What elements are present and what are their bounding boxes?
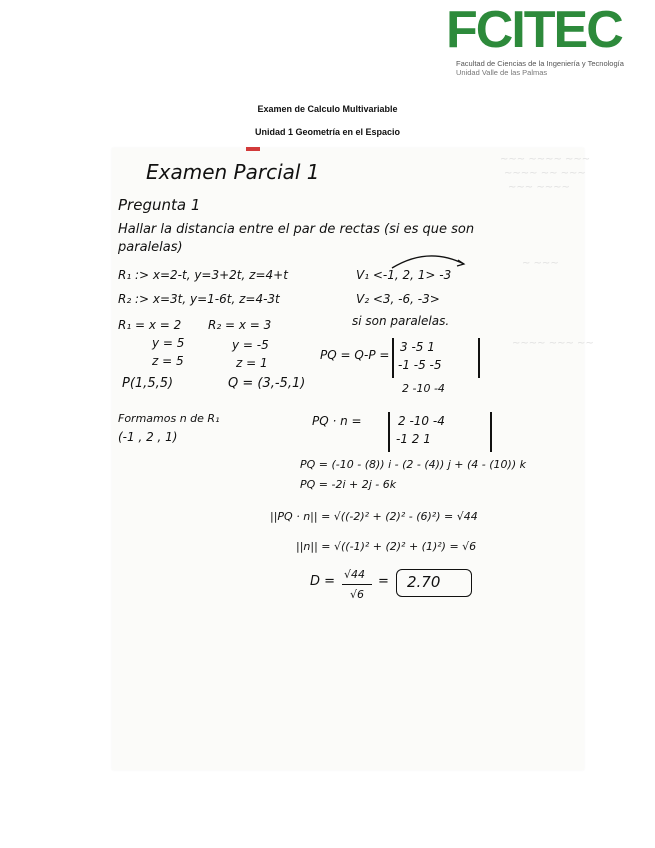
document-title: Examen de Calculo Multivariable bbox=[257, 104, 398, 114]
document-subtitle: Unidad 1 Geometría en el Espacio bbox=[254, 127, 401, 137]
cross-matrix-row-1: 2 -10 -4 bbox=[398, 414, 445, 428]
parallel-note: si son paralelas. bbox=[352, 314, 450, 328]
distance-label: D = bbox=[310, 574, 336, 589]
r2-point-z: z = 1 bbox=[236, 356, 268, 370]
line-r1-equation: R₁ :> x=2-t, y=3+2t, z=4+t bbox=[118, 268, 288, 282]
prompt-line-2: paralelas) bbox=[118, 240, 183, 255]
normal-vector-label: Formamos n de R₁ bbox=[118, 412, 220, 425]
scaling-arrow-icon bbox=[388, 252, 468, 270]
logo-unit-line: Unidad Valle de las Palmas bbox=[456, 68, 548, 77]
fraction-bar bbox=[342, 584, 372, 585]
pq-matrix-row-3: 2 -10 -4 bbox=[402, 382, 445, 395]
prompt-line-1: Hallar la distancia entre el par de rectas (si es que son bbox=[118, 222, 475, 237]
r2-point-x: R₂ = x = 3 bbox=[208, 318, 272, 332]
pq-matrix-row-2: -1 -5 -5 bbox=[398, 358, 442, 372]
r2-point-y: y = -5 bbox=[232, 338, 269, 352]
direction-vector-v2: V₂ <3, -6, -3> bbox=[356, 292, 440, 306]
point-p: P(1,5,5) bbox=[122, 376, 174, 391]
normal-vector: (-1 , 2 , 1) bbox=[118, 430, 178, 444]
pq-expansion: PQ = (-10 - (8)) i - (2 - (4)) j + (4 - (10)) k bbox=[300, 458, 526, 471]
distance-denominator: √6 bbox=[350, 588, 365, 601]
final-answer-box bbox=[396, 569, 472, 597]
point-q: Q = (3,-5,1) bbox=[228, 376, 306, 391]
line-r2-equation: R₂ :> x=3t, y=1-6t, z=4-3t bbox=[118, 292, 280, 306]
equals-sign: = bbox=[378, 574, 389, 589]
pq-result: PQ = -2i + 2j - 6k bbox=[300, 478, 397, 491]
normal-norm: ||n|| = √((-1)² + (2)² + (1)²) = √6 bbox=[296, 540, 477, 553]
question-label: Pregunta 1 bbox=[118, 196, 201, 214]
r1-point-z: z = 5 bbox=[152, 354, 184, 368]
cross-matrix-row-2: -1 2 1 bbox=[396, 432, 431, 446]
final-answer: 2.70 bbox=[407, 573, 441, 591]
pq-matrix bbox=[392, 338, 480, 378]
pq-label: PQ = Q-P = bbox=[320, 348, 390, 362]
handwritten-exam-sheet: ~~~ ~~~~ ~~~ ~~~~ ~~ ~~~ ~~~ ~~~~ ~ ~~~ ~~~~ ~~~ ~~ Examen Parcial 1 Pregunta 1 Hallar la distancia entre el par de rectas (si es que son paralelas) R₁ :> x=2-t, y=3+2t, z=4+t V₁ <-1, 2, 1> -3 R₂ :> x=3t, y=1-6t, z=4-3t V₂ <3, -6, -3> si son paralelas. R₁ = x = 2 y = 5 z = 5 R₂ = x = 3 y = -5 z = 1 P(1,5,5) Q = (3,-5,1) PQ = Q-P = 3 -5 1 -1 -5 -5 2 -10 -4 Formamos n de R₁ (-1 , 2 , 1) PQ · n = 2 -10 -4 -1 2 1 PQ = (-10 - (8)) i - (2 - (4)) j + (4 - (10)) k PQ = -2i + 2j - 6k ||PQ · n|| = √((-2)² + (2)² - (6)²) = √44 ||n|| = √((-1)² + (2)² + (1)²) = √6 D = √44 √6 = 2.70 bbox=[112, 148, 584, 770]
red-tape-mark bbox=[246, 147, 260, 151]
pq-matrix-row-1: 3 -5 1 bbox=[400, 340, 435, 354]
cross-matrix bbox=[388, 412, 492, 452]
distance-numerator: √44 bbox=[344, 568, 366, 581]
r1-point-y: y = 5 bbox=[152, 336, 185, 350]
cross-norm: ||PQ · n|| = √((-2)² + (2)² - (6)²) = √44 bbox=[270, 510, 478, 523]
fcitec-logo bbox=[446, 2, 655, 82]
logo-faculty-line: Facultad de Ciencias de la Ingeniería y Tecnología bbox=[456, 59, 624, 68]
exam-heading: Examen Parcial 1 bbox=[146, 160, 320, 184]
direction-vector-v1: V₁ <-1, 2, 1> -3 bbox=[356, 268, 452, 282]
r1-point-x: R₁ = x = 2 bbox=[118, 318, 182, 332]
cross-product-label: PQ · n = bbox=[312, 414, 362, 428]
logo-wordmark: FCITEC bbox=[446, 1, 622, 59]
